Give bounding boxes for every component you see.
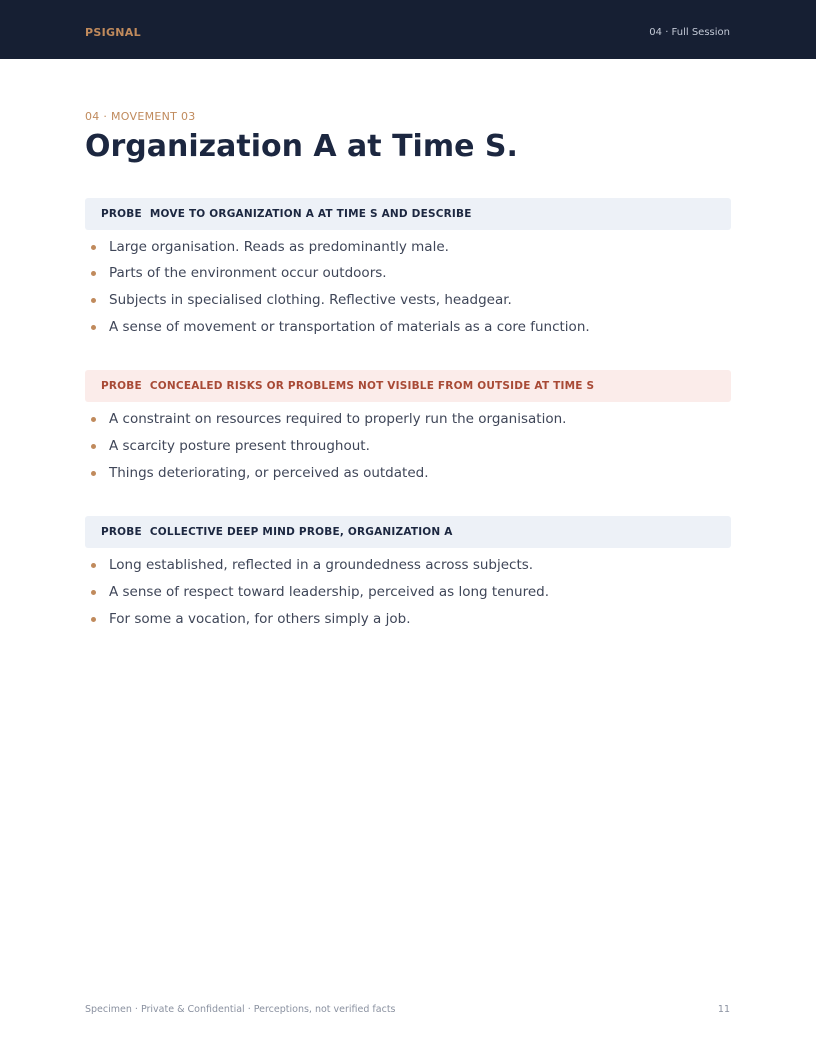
list-item-text: A sense of movement or transportation of materials as a core function. (109, 318, 590, 335)
list-item (85, 579, 731, 606)
bullet-dot-icon (91, 617, 96, 622)
list-item (85, 260, 731, 287)
probe-title: CONCEALED RISKS OR PROBLEMS NOT VISIBLE FROM OUTSIDE AT TIME S (149, 380, 595, 393)
bullet-dot-icon (91, 590, 96, 595)
observation-list (85, 552, 731, 632)
section-label: 04 · Full Session (649, 27, 730, 38)
brand-logo: PSIGNAL (85, 26, 141, 39)
list-item-text: Parts of the environment occur outdoors. (109, 265, 387, 282)
list-item (85, 234, 731, 261)
probe-prefix: PROBE (101, 380, 142, 393)
bullet-dot-icon (91, 417, 96, 422)
list-item (85, 606, 731, 633)
probe-header (85, 370, 731, 402)
probe-title: COLLECTIVE DEEP MIND PROBE, ORGANIZATION A (149, 526, 453, 539)
list-item (85, 433, 731, 460)
probe-section (85, 198, 731, 341)
list-item-text: Large organisation. Reads as predominantly male. (109, 238, 449, 255)
probe-prefix: PROBE (101, 207, 142, 220)
observation-list (85, 406, 731, 486)
list-item-text: For some a vocation, for others simply a job. (109, 610, 411, 627)
list-item (85, 287, 731, 314)
probe-header (85, 516, 731, 548)
list-item-text: A scarcity posture present throughout. (109, 438, 370, 455)
list-item-text: Long established, reflected in a groundedness across subjects. (109, 557, 534, 574)
list-item-text: A constraint on resources required to properly run the organisation. (109, 411, 567, 428)
top-bar (0, 0, 816, 59)
page-title: Organization A at Time S. (85, 129, 518, 164)
probe-section-risk (85, 370, 731, 486)
probe-prefix: PROBE (101, 526, 142, 539)
list-item-text: Things deteriorating, or perceived as outdated. (109, 464, 429, 481)
probe-section (85, 516, 731, 632)
movement-kicker: 04 · MOVEMENT 03 (85, 110, 196, 123)
bullet-dot-icon (91, 325, 96, 330)
list-item (85, 314, 731, 341)
bullet-dot-icon (91, 298, 96, 303)
main-content (85, 110, 731, 663)
probe-title: MOVE TO ORGANIZATION A AT TIME S AND DESCRIBE (149, 207, 472, 220)
list-item (85, 552, 731, 579)
bullet-dot-icon (91, 245, 96, 250)
bullet-dot-icon (91, 471, 96, 476)
list-item-text: A sense of respect toward leadership, perceived as long tenured. (109, 584, 550, 601)
bullet-dot-icon (91, 271, 96, 276)
probe-header (85, 198, 731, 230)
bullet-dot-icon (91, 444, 96, 449)
page-number: 11 (717, 1004, 730, 1015)
list-item (85, 406, 731, 433)
list-item-text: Subjects in specialised clothing. Reflective vests, headgear. (109, 291, 512, 308)
list-item (85, 460, 731, 487)
observation-list (85, 234, 731, 341)
bullet-dot-icon (91, 563, 96, 568)
footer-note: Specimen · Private & Confidential · Perceptions, not verified facts (85, 1004, 396, 1015)
